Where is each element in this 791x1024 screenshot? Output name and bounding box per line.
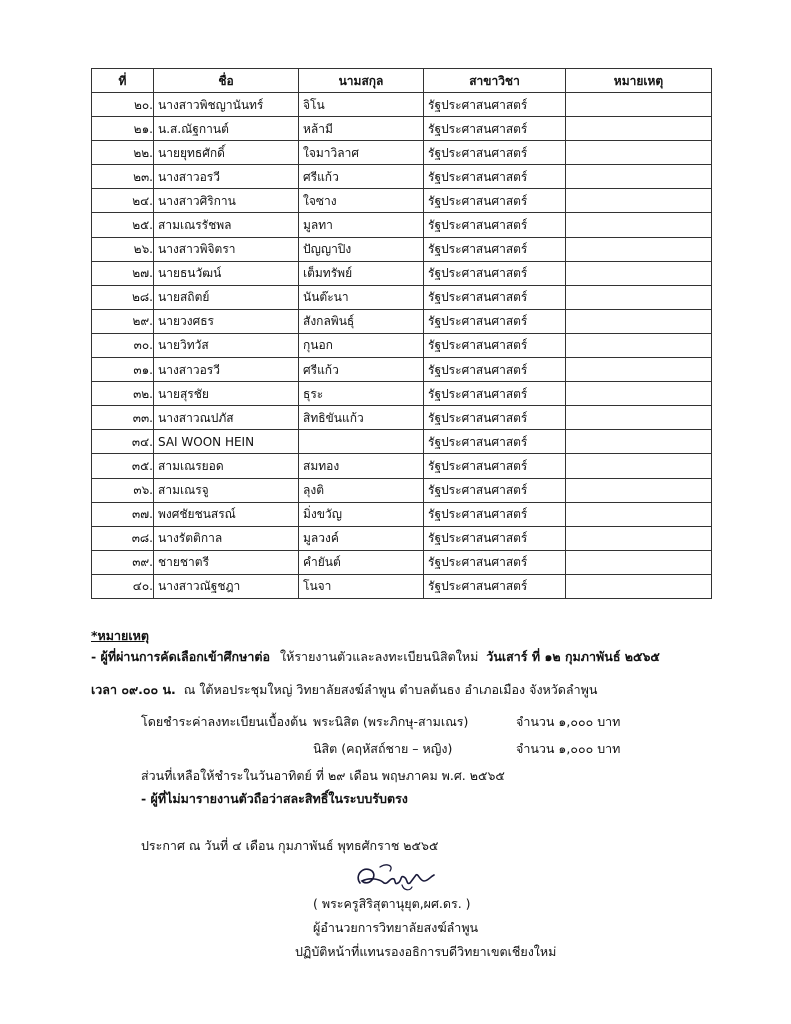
table-body — [92, 93, 712, 599]
row-major-cell: รัฐประศาสนศาสตร์ — [424, 454, 566, 478]
header-major: สาขาวิชา — [424, 69, 566, 93]
row-major-cell: รัฐประศาสนศาสตร์ — [424, 550, 566, 574]
row-surname-cell: สังกลพินธุ์ — [299, 309, 424, 333]
row-note-cell — [566, 93, 712, 117]
signer-title: ผู้อำนวยการวิทยาลัยสงฆ์ลำพูน — [313, 920, 479, 935]
row-name-cell: นายสถิตย์ — [154, 285, 299, 309]
row-note-cell — [566, 502, 712, 526]
table-row — [92, 574, 712, 598]
row-name-cell: สามเณรยอด — [154, 454, 299, 478]
row-major-cell: รัฐประศาสนศาสตร์ — [424, 237, 566, 261]
row-number-cell: ๓๘. — [92, 526, 154, 550]
row-name-cell: นางสาวพิจิตรา — [154, 237, 299, 261]
row-note-cell — [566, 285, 712, 309]
table-row — [92, 117, 712, 141]
row-number-cell: ๒๐. — [92, 93, 154, 117]
row-name-cell: นายธนวัฒน์ — [154, 261, 299, 285]
row-major-cell: รัฐประศาสนศาสตร์ — [424, 358, 566, 382]
row-major-cell: รัฐประศาสนศาสตร์ — [424, 117, 566, 141]
row-name-cell: นางสาวอรวี — [154, 358, 299, 382]
header-surname: นามสกุล — [299, 69, 424, 93]
fee2-amount: จำนวน ๑,๐๐๐ บาท — [516, 741, 621, 756]
row-major-cell: รัฐประศาสนศาสตร์ — [424, 502, 566, 526]
row-note-cell — [566, 526, 712, 550]
row-surname-cell: ใจมาวิลาศ — [299, 141, 424, 165]
row-name-cell: นางสาวณัฐชฎา — [154, 574, 299, 598]
notes-para1-date: วันเสาร์ ที่ ๑๒ กุมภาพันธ์ ๒๕๖๕ — [486, 649, 660, 664]
row-surname-cell: มูลทา — [299, 213, 424, 237]
row-name-cell: น.ส.ณัฐกานต์ — [154, 117, 299, 141]
row-surname-cell: คำยันต์ — [299, 550, 424, 574]
signature-image — [350, 855, 440, 895]
row-surname-cell — [299, 430, 424, 454]
row-major-cell: รัฐประศาสนศาสตร์ — [424, 430, 566, 454]
row-surname-cell: ศรีแก้ว — [299, 358, 424, 382]
row-note-cell — [566, 430, 712, 454]
row-name-cell: นายสุรชัย — [154, 382, 299, 406]
row-number-cell: ๓๓. — [92, 406, 154, 430]
row-note-cell — [566, 550, 712, 574]
row-number-cell: ๒๒. — [92, 141, 154, 165]
row-number-cell: ๓๒. — [92, 382, 154, 406]
table-row — [92, 333, 712, 357]
row-name-cell: พงศชัยชนสรณ์ — [154, 502, 299, 526]
table-row — [92, 309, 712, 333]
row-number-cell: ๒๘. — [92, 285, 154, 309]
row-note-cell — [566, 213, 712, 237]
header-note: หมายเหตุ — [566, 69, 712, 93]
row-name-cell: นางสาวศิริกาน — [154, 189, 299, 213]
student-roster-table — [91, 68, 712, 599]
notes-para1-prefix: - ผู้ที่ผ่านการคัดเลือกเข้าศึกษาต่อ — [91, 649, 271, 664]
row-note-cell — [566, 189, 712, 213]
row-note-cell — [566, 333, 712, 357]
table-row — [92, 213, 712, 237]
notes-para2-time: เวลา ๐๙.๐๐ น. — [91, 682, 176, 697]
row-name-cell: นางสาวพิชญานันทร์ — [154, 93, 299, 117]
table-row — [92, 165, 712, 189]
table-row — [92, 406, 712, 430]
signature-stroke-tail — [402, 885, 412, 890]
row-number-cell: ๓๐. — [92, 333, 154, 357]
row-name-cell: สามเณรรัชพล — [154, 213, 299, 237]
row-number-cell: ๓๖. — [92, 478, 154, 502]
row-name-cell: สามเณรจู — [154, 478, 299, 502]
row-note-cell — [566, 141, 712, 165]
row-major-cell: รัฐประศาสนศาสตร์ — [424, 478, 566, 502]
row-major-cell: รัฐประศาสนศาสตร์ — [424, 382, 566, 406]
table-row — [92, 382, 712, 406]
row-major-cell: รัฐประศาสนศาสตร์ — [424, 189, 566, 213]
signature-stroke-main — [358, 869, 434, 883]
table-row — [92, 141, 712, 165]
signature-stroke-loop — [380, 865, 391, 871]
row-number-cell: ๒๕. — [92, 213, 154, 237]
row-name-cell: นายวงศธร — [154, 309, 299, 333]
row-surname-cell: จิโน — [299, 93, 424, 117]
row-surname-cell: โนจา — [299, 574, 424, 598]
row-note-cell — [566, 165, 712, 189]
table-row — [92, 189, 712, 213]
row-number-cell: ๓๗. — [92, 502, 154, 526]
table-row — [92, 237, 712, 261]
row-name-cell: SAI WOON HEIN — [154, 430, 299, 454]
row-name-cell: นายยุทธศักดิ์ — [154, 141, 299, 165]
row-major-cell: รัฐประศาสนศาสตร์ — [424, 261, 566, 285]
row-number-cell: ๒๔. — [92, 189, 154, 213]
table-header-row — [92, 69, 712, 93]
row-surname-cell: กุนอก — [299, 333, 424, 357]
row-note-cell — [566, 237, 712, 261]
row-surname-cell: ปัญญาปิง — [299, 237, 424, 261]
row-surname-cell: ธุระ — [299, 382, 424, 406]
row-number-cell: ๓๕. — [92, 454, 154, 478]
row-major-cell: รัฐประศาสนศาสตร์ — [424, 406, 566, 430]
row-surname-cell: ลุงติ — [299, 478, 424, 502]
notes-para1 — [91, 649, 660, 665]
header-no: ที่ — [92, 69, 154, 93]
table-row — [92, 502, 712, 526]
row-name-cell: นางรัตติกาล — [154, 526, 299, 550]
table-row — [92, 454, 712, 478]
row-number-cell: ๒๖. — [92, 237, 154, 261]
row-surname-cell: ศรีแก้ว — [299, 165, 424, 189]
row-number-cell: ๓๔. — [92, 430, 154, 454]
row-major-cell: รัฐประศาสนศาสตร์ — [424, 165, 566, 189]
notes-para1-middle: ให้รายงานตัวและลงทะเบียนนิสิตใหม่ — [280, 649, 479, 664]
table-row — [92, 526, 712, 550]
row-note-cell — [566, 478, 712, 502]
row-note-cell — [566, 117, 712, 141]
row-note-cell — [566, 574, 712, 598]
row-major-cell: รัฐประศาสนศาสตร์ — [424, 309, 566, 333]
table-row — [92, 358, 712, 382]
row-number-cell: ๒๙. — [92, 309, 154, 333]
row-major-cell: รัฐประศาสนศาสตร์ — [424, 213, 566, 237]
table-row — [92, 285, 712, 309]
table-row — [92, 430, 712, 454]
announcement-date: ประกาศ ณ วันที่ ๔ เดือน กุมภาพันธ์ พุทธศักราช ๒๕๖๕ — [141, 838, 439, 853]
row-surname-cell: นันต๊ะนา — [299, 285, 424, 309]
table-row — [92, 261, 712, 285]
row-number-cell: ๒๑. — [92, 117, 154, 141]
row-number-cell: ๓๙. — [92, 550, 154, 574]
row-surname-cell: เต็มทรัพย์ — [299, 261, 424, 285]
row-surname-cell: มิ่งขวัญ — [299, 502, 424, 526]
row-note-cell — [566, 261, 712, 285]
row-surname-cell: มูลวงค์ — [299, 526, 424, 550]
table-row — [92, 93, 712, 117]
table-row — [92, 478, 712, 502]
row-surname-cell: สมทอง — [299, 454, 424, 478]
row-number-cell: ๒๗. — [92, 261, 154, 285]
row-major-cell: รัฐประศาสนศาสตร์ — [424, 526, 566, 550]
row-note-cell — [566, 382, 712, 406]
row-note-cell — [566, 309, 712, 333]
row-major-cell: รัฐประศาสนศาสตร์ — [424, 93, 566, 117]
row-major-cell: รัฐประศาสนศาสตร์ — [424, 285, 566, 309]
fee2-label: นิสิต (คฤหัสถ์ชาย – หญิง) — [313, 741, 453, 756]
remainder-note: ส่วนที่เหลือให้ชำระในวันอาทิตย์ ที่ ๒๙ เดือน พฤษภาคม พ.ศ. ๒๕๖๕ — [141, 768, 505, 783]
header-name: ชื่อ — [154, 69, 299, 93]
notes-para2-place: ณ ใต้หอประชุมใหญ่ วิทยาลัยสงฆ์ลำพูน ตำบลต้นธง อำเภอเมือง จังหวัดลำพูน — [183, 682, 598, 697]
row-surname-cell: ใจซาง — [299, 189, 424, 213]
row-name-cell: ชายชาตรี — [154, 550, 299, 574]
row-number-cell: ๓๑. — [92, 358, 154, 382]
row-note-cell — [566, 406, 712, 430]
fee1-label: พระนิสิต (พระภิกษุ-สามเณร) — [313, 714, 469, 729]
fee1-amount: จำนวน ๑,๐๐๐ บาท — [516, 714, 621, 729]
row-note-cell — [566, 358, 712, 382]
row-surname-cell: สิทธิขันแก้ว — [299, 406, 424, 430]
signer-acting: ปฏิบัติหน้าที่แทนรองอธิการบดีวิทยาเขตเชียงใหม่ — [295, 944, 557, 959]
row-number-cell: ๔๐. — [92, 574, 154, 598]
row-number-cell: ๒๓. — [92, 165, 154, 189]
row-major-cell: รัฐประศาสนศาสตร์ — [424, 141, 566, 165]
row-major-cell: รัฐประศาสนศาสตร์ — [424, 333, 566, 357]
fee-intro: โดยชำระค่าลงทะเบียนเบื้องต้น — [141, 714, 307, 729]
row-note-cell — [566, 454, 712, 478]
forfeit-note: - ผู้ที่ไม่มารายงานตัวถือว่าสละสิทธิ์ในระบบรับตรง — [141, 791, 408, 806]
row-name-cell: นางสาวอรวี — [154, 165, 299, 189]
signer-name: ( พระครูสิริสุตานุยุต,ผศ.ดร. ) — [313, 896, 471, 911]
notes-para2 — [91, 682, 597, 698]
row-surname-cell: หล้ามี — [299, 117, 424, 141]
notes-heading: *หมายเหตุ — [91, 628, 149, 643]
table-row — [92, 550, 712, 574]
row-name-cell: นางสาวณปภัส — [154, 406, 299, 430]
row-name-cell: นายวิทวัส — [154, 333, 299, 357]
row-major-cell: รัฐประศาสนศาสตร์ — [424, 574, 566, 598]
